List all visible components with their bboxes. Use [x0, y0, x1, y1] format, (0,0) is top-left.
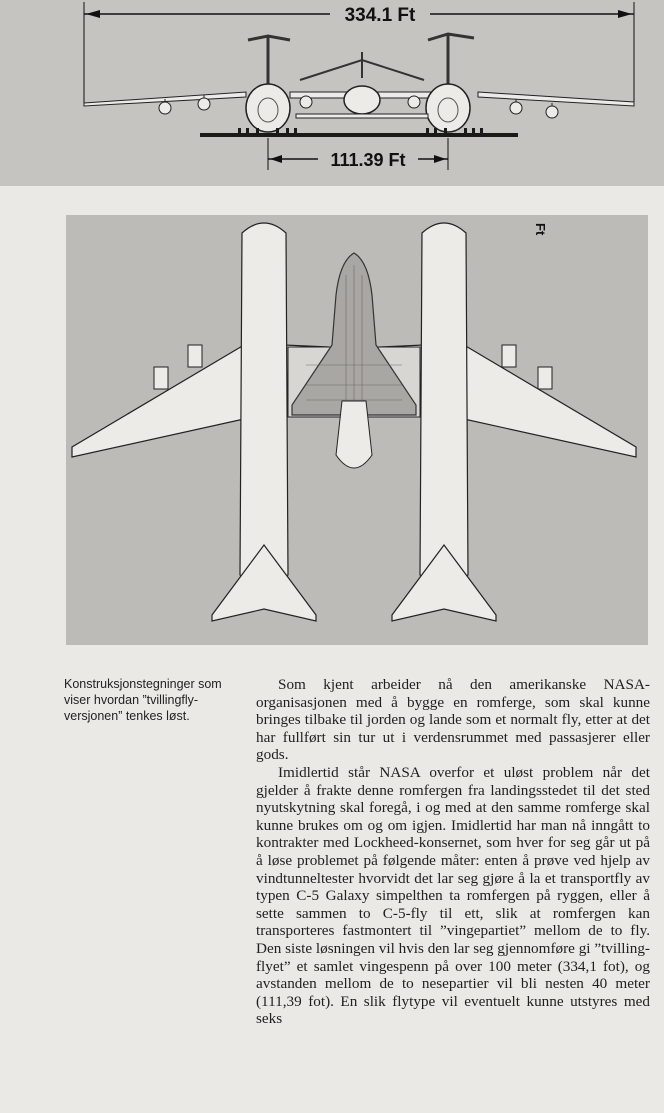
- side-label: Ft: [533, 223, 548, 236]
- front-view-drawing: [0, 0, 664, 186]
- figure-caption: Konstruksjonstegninger som viser hvordan ”tvillingfly-versjonen” tenkes løst.: [64, 677, 222, 723]
- article-text: [256, 676, 650, 1028]
- top-view-drawing: [66, 215, 648, 645]
- article-paragraph: Som kjent arbeider nå den amerikanske NASA-organisasjonen med å bygge en romferge, som skal kunne bringes tilbake til jorden og lande som et normalt fly, etter at det har fullført sin tur ut i verdensrummet med passasjerer eller gods.: [256, 676, 650, 764]
- article-paragraph: Imidlertid står NASA overfor et uløst problem når det gjelder å frakte denne romfergen fra landingsstedet til det sted nyutskytning skal foregå, i og med at den samme romferge skal kunne brukes om og om igjen. Imidlertid har man nå inngått to kontrakter med Lockheed-konsernet, som hver for seg går ut på å løse problemet på følgende måter: enten å prøve ved hjelp av vindtunneltester hvorvidt det lar seg gjøre å la et transportfly av typen C-5 Galaxy simpelthen ta romfergen på ryggen, eller å sette sammen to C-5-fly til ett, slik at romfergen kan transporteres fastmontert til ”vingepartiet” mellom de to fly. Den siste løsningen vil hvis den lar seg gjennomføre gi ”tvilling-flyet” et samlet vingespenn på over 100 meter (334,1 fot), og avstanden mellom de to nesepartier vil bli nesten 40 meter (111,39 fot). En slik flytype vil eventuelt kunne utstyres med seks: [256, 763, 650, 1028]
- nose-gap-dimension-label: 111.39 Ft: [330, 150, 406, 170]
- span-dimension-label: 334.1 Ft: [344, 5, 416, 26]
